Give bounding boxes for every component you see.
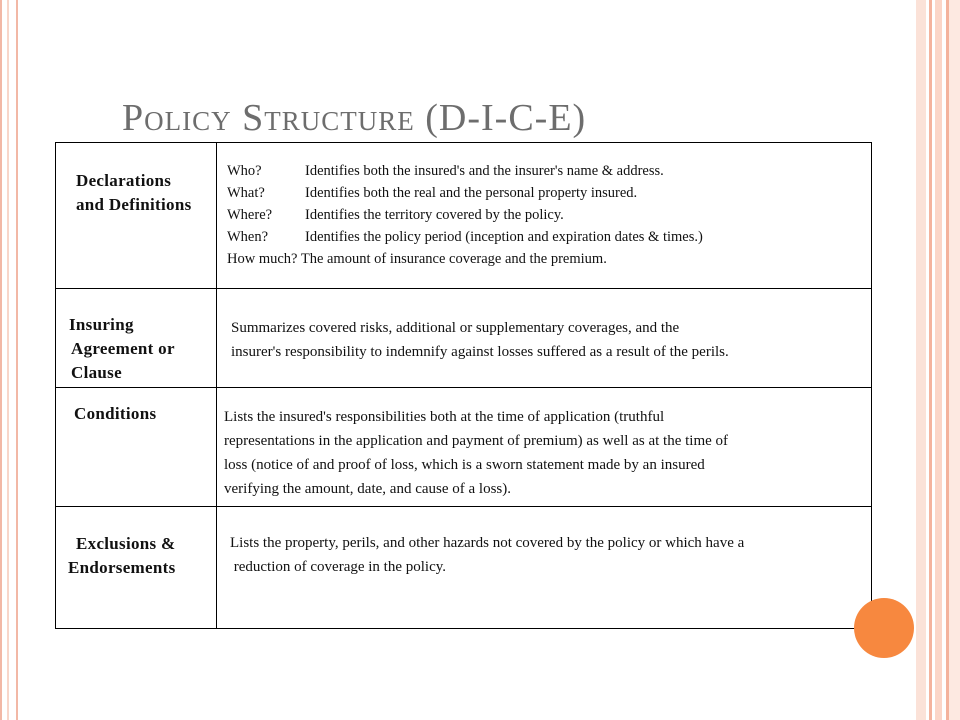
term-line: and Definitions [76,195,192,214]
term-exclusions-endorsements [68,532,176,580]
description-line: loss (notice of and proof of loss, which is a sworn statement made by an insured [224,457,705,473]
question-label: What? [227,185,265,201]
declarations-description [227,160,703,270]
description-line: insurer's responsibility to indemnify against losses suffered as a result of the perils. [231,344,729,360]
insuring-agreement-description [231,316,729,364]
term-conditions [74,402,156,426]
row-divider [56,387,871,388]
term-line: Endorsements [68,558,176,577]
policy-structure-table [55,142,872,629]
qa-row-who [227,160,703,182]
answer-text: Identifies both the insured's and the insurer's name & address. [305,163,664,179]
description-line: Summarizes covered risks, additional or supplementary coverages, and the [231,320,680,336]
description-line: representations in the application and payment of premium) as well as at the time of [224,433,729,449]
term-line: Agreement or [71,339,175,358]
question-label: Where? [227,207,273,223]
term-line: Clause [71,363,122,382]
description-line: verifying the amount, date, and cause of a loss). [224,481,511,497]
column-divider [216,143,217,628]
orange-circle-decoration [854,598,914,658]
answer-text: Identifies both the real and the personal property insured. [305,185,638,201]
qa-row-where [227,204,703,226]
qa-row-when [227,226,703,248]
exclusions-description [230,531,744,579]
slide-title: Policy Structure (D-I-C-E) [122,97,587,139]
question-label: When? [227,229,269,245]
description-line: Lists the insured's responsibilities both at the time of application (truthful [224,409,665,425]
term-declarations [76,169,192,217]
description-line: Lists the property, perils, and other hazards not covered by the policy or which have a [230,535,745,551]
qa-row-how-much: How much? The amount of insurance coverage and the premium. [227,251,607,267]
question-label: Who? [227,163,262,179]
term-line: Declarations [76,171,172,190]
right-stripe-decoration [916,0,960,720]
term-line: Conditions [74,404,157,423]
row-divider [56,506,871,507]
term-insuring-agreement [69,313,175,385]
left-border-decoration [0,0,18,720]
term-line: Insuring [69,315,134,334]
row-divider [56,288,871,289]
description-line: reduction of coverage in the policy. [230,559,447,575]
conditions-description [224,405,728,501]
answer-text: Identifies the territory covered by the policy. [305,207,564,223]
term-line: Exclusions & [76,534,176,553]
qa-row-what [227,182,703,204]
answer-text: Identifies the policy period (inception and expiration dates & times.) [305,229,703,245]
